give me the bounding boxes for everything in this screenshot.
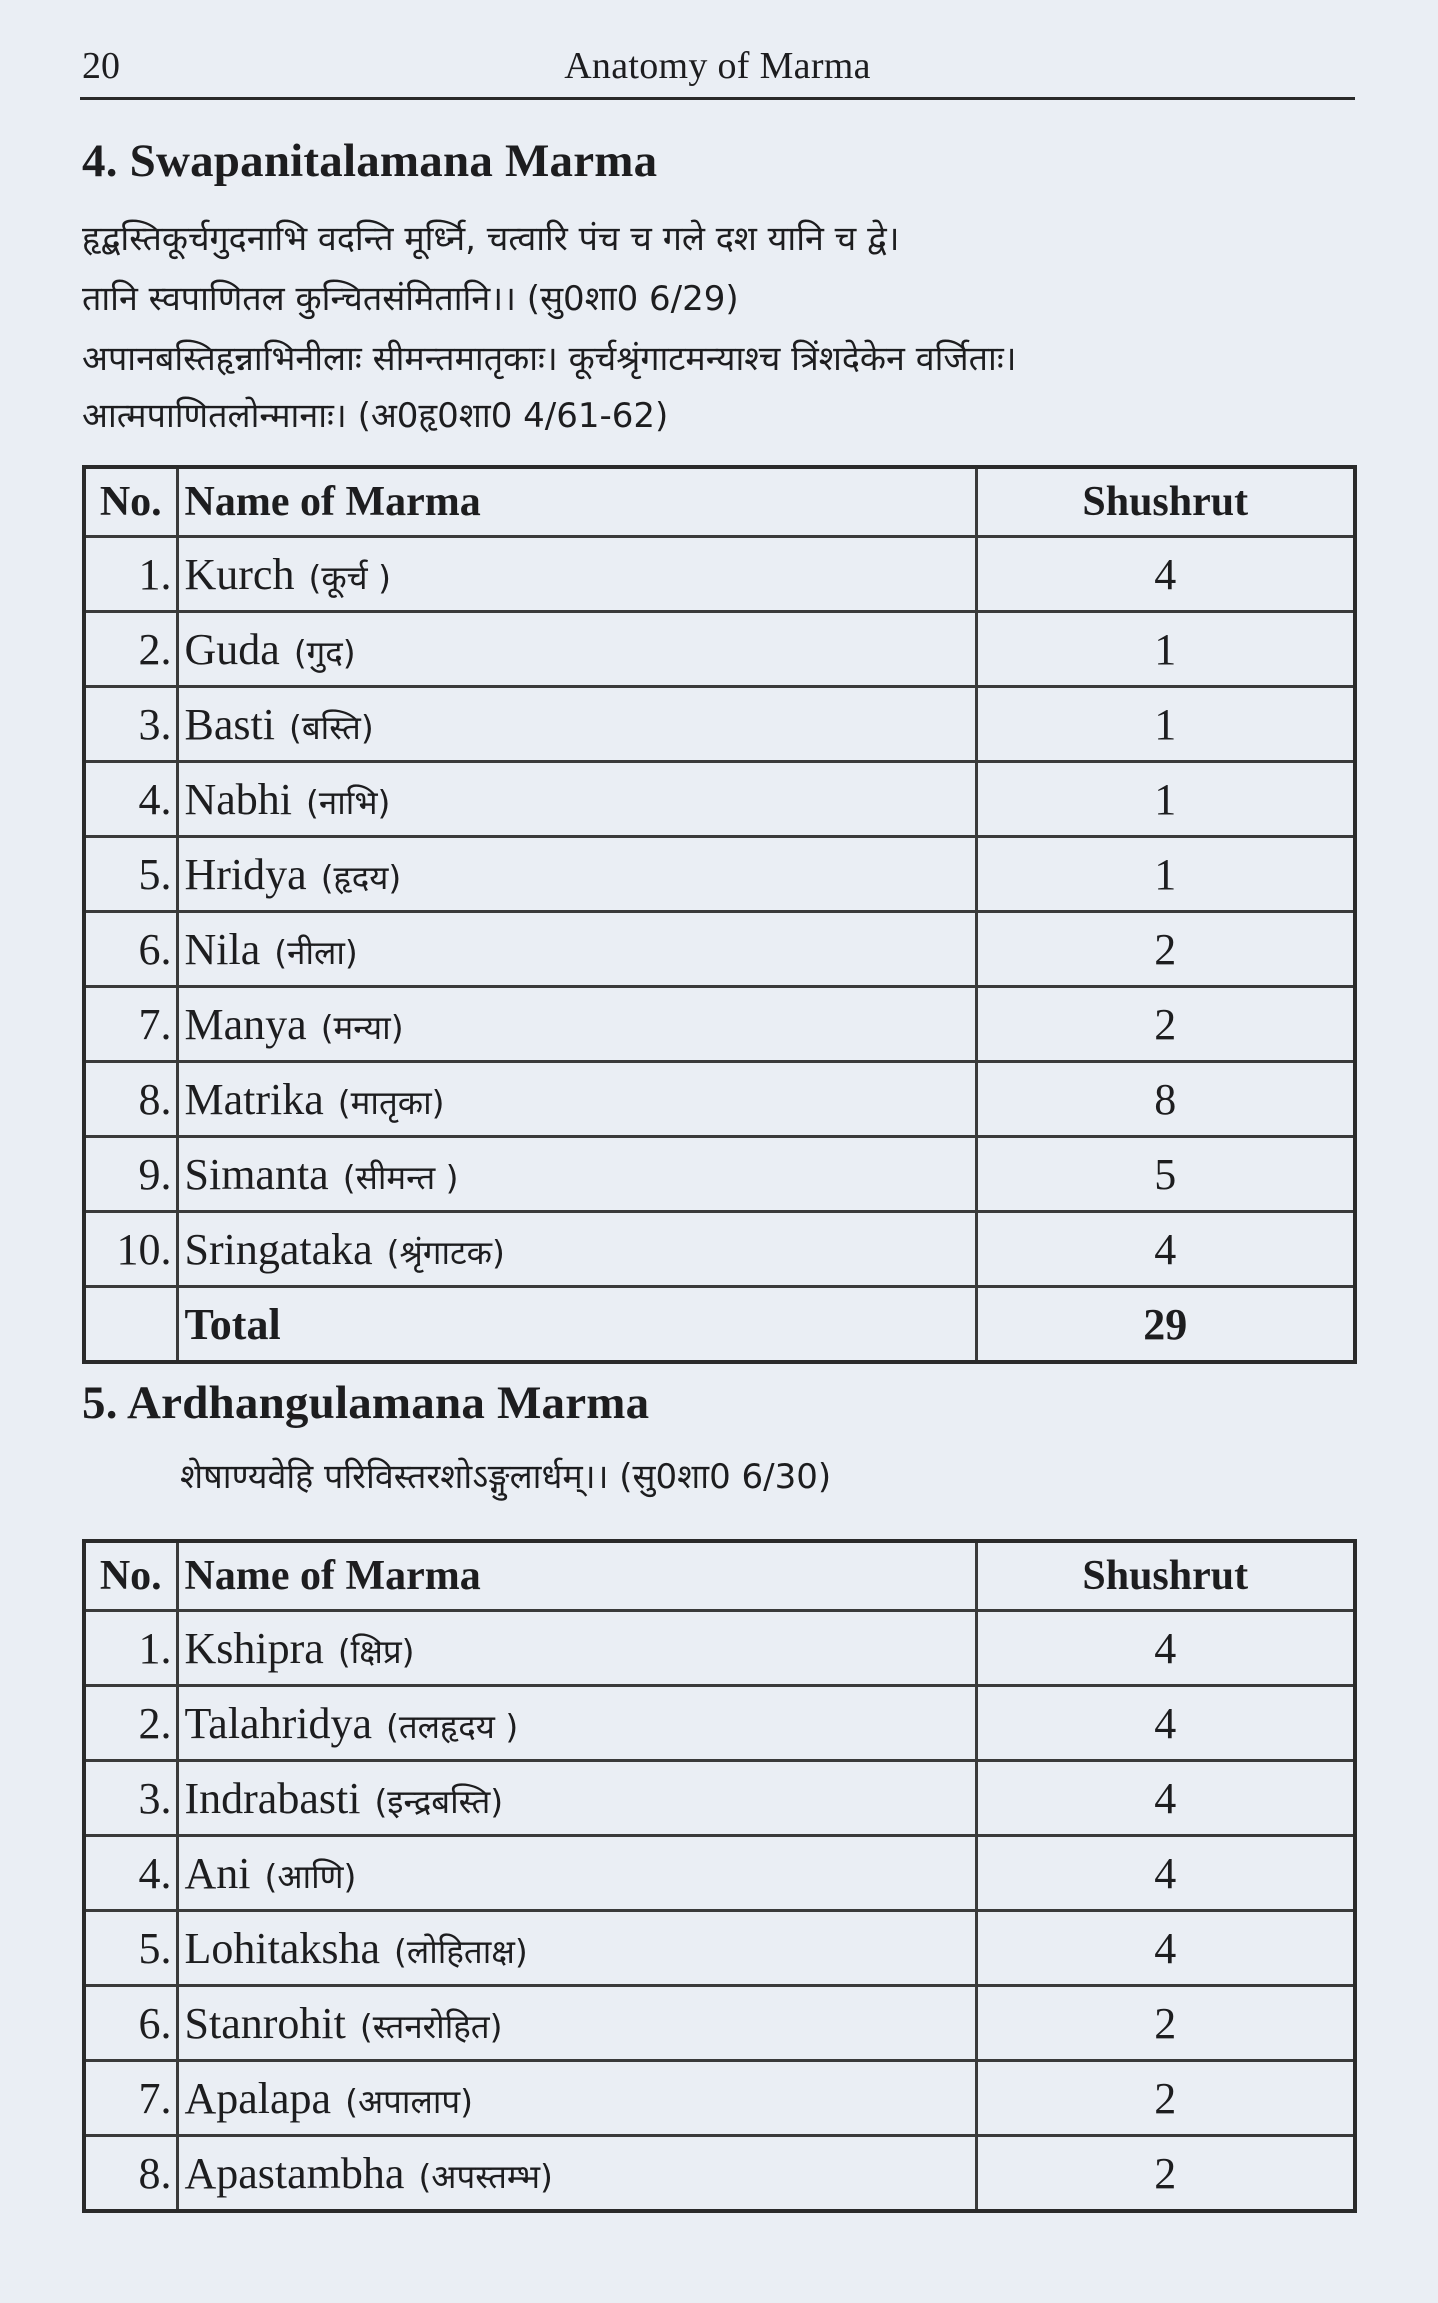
table-row	[84, 537, 1355, 612]
row-number: 5.	[84, 1911, 177, 1986]
row-number: 8.	[84, 2136, 177, 2212]
header-rule	[80, 97, 1355, 100]
table-row	[84, 612, 1355, 687]
row-number: 6.	[84, 912, 177, 987]
marma-name-devanagari: (आणि)	[264, 1856, 357, 1896]
row-number: 4.	[84, 1836, 177, 1911]
marma-name: Indrabasti	[184, 1773, 361, 1823]
shushrut-count: 2	[976, 2136, 1355, 2212]
marma-name: Apastambha	[184, 2148, 405, 2198]
shushrut-count: 4	[976, 537, 1355, 612]
marma-name: Matrika	[184, 1074, 324, 1124]
section-title: 5. Ardhangulamana Marma	[82, 1377, 650, 1429]
marma-name-cell	[177, 2061, 976, 2136]
marma-name-devanagari: (इन्द्रबस्ति)	[374, 1781, 504, 1821]
column-header-name: Name of Marma	[177, 467, 976, 537]
table-body	[84, 537, 1355, 1363]
row-number: 10.	[84, 1212, 177, 1287]
marma-name-cell	[177, 987, 976, 1062]
column-header-no: No.	[84, 467, 177, 537]
running-header	[80, 44, 1355, 94]
row-number: 2.	[84, 612, 177, 687]
table-row	[84, 2136, 1355, 2212]
marma-name-cell	[177, 1836, 976, 1911]
marma-name-devanagari: (नाभि)	[306, 782, 391, 822]
verse-line: तानि स्वपाणितल कुन्चितसंमितानि।। (सु0शा0 6/29)	[82, 279, 739, 319]
row-number: 4.	[84, 762, 177, 837]
shushrut-count: 4	[976, 1212, 1355, 1287]
marma-name-cell	[177, 1986, 976, 2061]
marma-name: Lohitaksha	[184, 1923, 381, 1973]
shushrut-count: 2	[976, 1986, 1355, 2061]
marma-table	[82, 465, 1357, 1364]
row-number: 2.	[84, 1686, 177, 1761]
marma-name-devanagari: (बस्ति)	[288, 707, 374, 747]
shushrut-count: 4	[976, 1836, 1355, 1911]
column-header-shushrut: Shushrut	[976, 467, 1355, 537]
table-row	[84, 762, 1355, 837]
column-header-name: Name of Marma	[177, 1541, 976, 1611]
table-row	[84, 1686, 1355, 1761]
verse-line: अपानबस्तिहृन्नाभिनीलाः सीमन्तमातृकाः। कूर्चश्रृंगाटमन्याश्च त्रिंशदेकेन वर्जिताः।	[82, 339, 1017, 379]
shushrut-count: 2	[976, 912, 1355, 987]
marma-name: Guda	[184, 624, 280, 674]
total-row	[84, 1287, 1355, 1363]
total-label: Total	[177, 1287, 976, 1363]
shushrut-count: 1	[976, 612, 1355, 687]
table-row	[84, 1761, 1355, 1836]
marma-name: Nila	[184, 924, 261, 974]
section-title: 4. Swapanitalamana Marma	[82, 135, 658, 187]
row-number: 3.	[84, 687, 177, 762]
shushrut-count: 2	[976, 2061, 1355, 2136]
table-row	[84, 912, 1355, 987]
row-number: 1.	[84, 1611, 177, 1686]
marma-name-devanagari: (गुद)	[293, 632, 356, 672]
marma-name: Manya	[184, 999, 307, 1049]
table-row	[84, 837, 1355, 912]
table-row	[84, 687, 1355, 762]
table-row	[84, 1836, 1355, 1911]
marma-name-devanagari: (स्तनरोहित)	[359, 2006, 503, 2046]
marma-name: Kshipra	[184, 1623, 324, 1673]
marma-name: Simanta	[184, 1149, 329, 1199]
table-row	[84, 1986, 1355, 2061]
column-header-no: No.	[84, 1541, 177, 1611]
marma-name: Nabhi	[184, 774, 293, 824]
verse-line: आत्मपाणितलोन्मानाः। (अ0हृ0शा0 4/61-62)	[82, 396, 669, 436]
shushrut-count: 4	[976, 1911, 1355, 1986]
marma-name-cell	[177, 1911, 976, 1986]
marma-name-devanagari: (नीला)	[274, 932, 358, 972]
marma-name-devanagari: (क्षिप्र)	[337, 1631, 415, 1671]
shushrut-count: 1	[976, 837, 1355, 912]
table-row	[84, 1611, 1355, 1686]
marma-name-devanagari: (श्रृंगाटक)	[386, 1232, 505, 1272]
shushrut-count: 1	[976, 762, 1355, 837]
total-value: 29	[976, 1287, 1355, 1363]
marma-name-cell	[177, 837, 976, 912]
row-number: 1.	[84, 537, 177, 612]
marma-name-devanagari: (हृदय)	[320, 857, 402, 897]
row-number: 3.	[84, 1761, 177, 1836]
marma-name-cell	[177, 1611, 976, 1686]
running-title: Anatomy of Marma	[564, 45, 871, 87]
marma-name-cell	[177, 612, 976, 687]
table-header-row	[84, 1541, 1355, 1611]
row-number: 6.	[84, 1986, 177, 2061]
column-header-shushrut: Shushrut	[976, 1541, 1355, 1611]
marma-name: Stanrohit	[184, 1998, 346, 2048]
row-number: 9.	[84, 1137, 177, 1212]
table-row	[84, 2061, 1355, 2136]
book-page	[80, 0, 1355, 2303]
marma-name-cell	[177, 1212, 976, 1287]
shushrut-count: 1	[976, 687, 1355, 762]
marma-name-cell	[177, 1062, 976, 1137]
table-row	[84, 1212, 1355, 1287]
marma-name: Apalapa	[184, 2073, 332, 2123]
row-number: 7.	[84, 987, 177, 1062]
shushrut-count: 2	[976, 987, 1355, 1062]
marma-name-cell	[177, 687, 976, 762]
marma-name-cell	[177, 1761, 976, 1836]
shushrut-count: 4	[976, 1761, 1355, 1836]
marma-name: Kurch	[184, 549, 295, 599]
table-row	[84, 1911, 1355, 1986]
marma-name-cell	[177, 2136, 976, 2212]
shushrut-count: 5	[976, 1137, 1355, 1212]
marma-name-devanagari: (मन्या)	[320, 1007, 404, 1047]
marma-name-cell	[177, 762, 976, 837]
verse-line: शेषाण्यवेहि परिविस्तरशोऽङ्गुलार्धम्।। (सु0शा0 6/30)	[180, 1457, 832, 1497]
total-blank-cell	[84, 1287, 177, 1363]
shushrut-count: 4	[976, 1611, 1355, 1686]
shushrut-count: 8	[976, 1062, 1355, 1137]
page-number: 20	[82, 45, 120, 87]
marma-name-devanagari: (मातृका)	[337, 1082, 445, 1122]
row-number: 5.	[84, 837, 177, 912]
table-row	[84, 1137, 1355, 1212]
marma-name-cell	[177, 1686, 976, 1761]
table-header-row	[84, 467, 1355, 537]
marma-name-devanagari: (तलहृदय )	[386, 1706, 519, 1746]
marma-name-devanagari: (कूर्च )	[308, 557, 392, 597]
marma-name-cell	[177, 537, 976, 612]
shushrut-count: 4	[976, 1686, 1355, 1761]
marma-name-cell	[177, 912, 976, 987]
marma-name-devanagari: (सीमन्त )	[342, 1157, 459, 1197]
table-body	[84, 1611, 1355, 2212]
marma-table	[82, 1539, 1357, 2213]
marma-name-devanagari: (अपालाप)	[345, 2081, 474, 2121]
row-number: 8.	[84, 1062, 177, 1137]
verse-line: हृद्बस्तिकूर्चगुदनाभि वदन्ति मूर्ध्नि, चत्वारि पंच च गले दश यानि च द्वे।	[82, 219, 900, 259]
marma-name: Sringataka	[184, 1224, 373, 1274]
marma-name-cell	[177, 1137, 976, 1212]
row-number: 7.	[84, 2061, 177, 2136]
marma-name-devanagari: (लोहिताक्ष)	[394, 1931, 528, 1971]
marma-name-devanagari: (अपस्तम्भ)	[418, 2156, 553, 2196]
marma-name: Talahridya	[184, 1698, 372, 1748]
marma-name: Ani	[184, 1848, 251, 1898]
table-row	[84, 1062, 1355, 1137]
marma-name: Hridya	[184, 849, 307, 899]
table-row	[84, 987, 1355, 1062]
marma-name: Basti	[184, 699, 275, 749]
